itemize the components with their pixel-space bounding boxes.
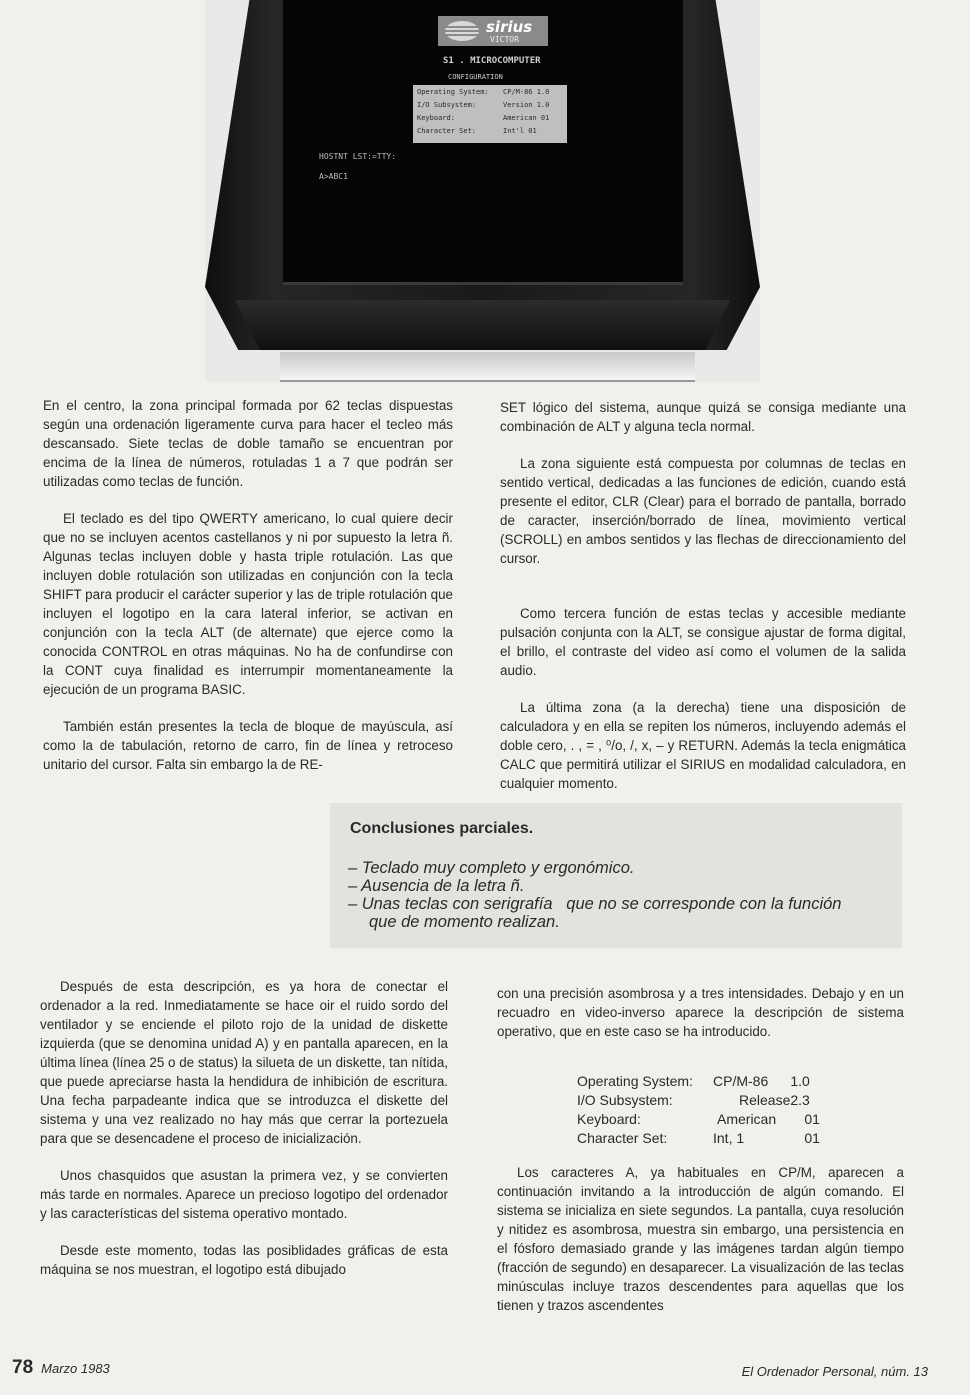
column-left-top [43,396,453,792]
table-cell: 01 [804,1130,820,1146]
paragraph: con una precisión asombrosa y a tres intensidades. Debajo y en un recuadro en video-inverso aparece la descripción de sistema operativo, que en este caso se ha introducido. [497,986,904,1039]
disk-logo-icon [442,18,482,44]
paragraph: El teclado es del tipo QWERTY americano, lo cual quiere decir que no se incluyen acentos castellanos y ni por supuesto la letra ñ. Algunas teclas incluyen doble y hasta triple rotulación. Las que incluyen doble rotulación son utilizadas en conjunción con la tecla SHIFT para producir el carácter superior y las de triple rotulación que incluyen el logotipo en la cara lateral inferior, se activan en conjunción con la tecla ALT (de alternate) que ejerce como la conocida CONTROL en otras máquinas. No ha de confundirse con la CONT cuya finalidad es interrumpir momentaneamente la ejecución de un programa BASIC. [43,511,453,697]
config-row [417,114,549,122]
footer-left [12,1357,110,1379]
table-cell: I/O Subsystem: [577,1092,673,1108]
table-cell: American [717,1111,777,1127]
monitor-stand [280,352,695,382]
table-row [577,1072,820,1091]
table-cell: Release [739,1092,791,1108]
conclusion-text: – Ausencia de la letra ñ. [348,877,525,895]
logo-word: sirius [486,18,533,36]
table-cell: Operating System: [577,1073,693,1089]
config-value: Int'l 01 [503,127,537,135]
screen-prompt: A>ABC1 [319,172,348,181]
screen-prompt: HOSTNT LST:=TTY: [319,152,397,161]
monitor-bezel [235,300,730,350]
page-number: 78 [12,1357,34,1378]
config-heading: CONFIGURATION [448,73,503,81]
conclusion-text: – Teclado muy completo y ergonómico. [348,859,635,877]
config-label: Keyboard: [417,114,455,122]
conclusion-item [348,895,841,931]
table-cell: 01 [804,1111,820,1127]
config-row [417,101,549,109]
column-right-bottom [497,984,904,1059]
monitor-photo [205,0,760,382]
conclusions-box [330,803,902,948]
sirius-logo [438,16,548,46]
table-cell: CP/M-86 [713,1073,769,1089]
conclusion-text: – Unas teclas con serigrafía que no se corresponde con la función [348,895,842,913]
table-cell: 2.3 [790,1092,810,1108]
config-table [577,1072,820,1148]
config-value: CP/M-86 1.0 [503,88,550,96]
config-box [413,85,567,143]
paragraph: Desde este momento, todas las posiblidades gráficas de esta máquina se nos muestran, el logotipo está dibujado [40,1243,448,1277]
conclusion-item [348,877,524,895]
paragraph: SET lógico del sistema, aunque quizá se consiga mediante una combinación de ALT y alguna tecla normal. [500,400,906,434]
paragraph: Como tercera función de estas teclas y accesible mediante pulsación conjunta con la ALT, se consigue ajustar de forma digital, el brillo, el contraste del video así como el volumen de la salida audio. [500,606,906,678]
table-row [577,1091,820,1110]
config-value: Version 1.0 [503,101,550,109]
table-row [577,1110,820,1129]
column-right-bottom-end [497,1163,904,1333]
paragraph: La zona siguiente está compuesta por columnas de teclas en sentido vertical, dedicadas a las funciones de edición, cuando está presente el editor, CLR (Clear) para el borrado de pantalla, borrado de caracter, inserción/borrado de línea, movimiento vertical (SCROLL) en ambos sentidos y las flechas de direccionamiento del cursor. [500,456,906,566]
config-value: American 01 [503,114,550,122]
config-label: Character Set: [417,127,477,135]
screen-title: S1 . MICROCOMPUTER [443,56,541,66]
conclusion-item [348,859,634,877]
config-label: I/O Subsystem: [417,101,477,109]
monitor-screen [283,0,683,285]
config-label: Operating System: [417,88,489,96]
column-left-bottom [40,977,448,1297]
table-cell: Keyboard: [577,1111,641,1127]
table-cell: Character Set: [577,1130,668,1146]
issue-date: Marzo 1983 [41,1361,110,1376]
paragraph: En el centro, la zona principal formada por 62 teclas dispuestas según una ordenación ligeramente curva para hacer el tecleo más descansado. Siete teclas de doble tamaño se encuentran por encima de la línea de números, rotuladas 1 a 7 que podrán ser utilizadas como teclas de función. [43,398,453,489]
table-cell: Int, 1 [713,1130,745,1146]
conclusion-text-cont: que de momento realizan. [369,913,560,931]
paragraph: Los caracteres A, ya habituales en CP/M, aparecen a continuación invitando a la introducción de algún comando. El sistema se inicializa en siete segundos. La pantalla, cuya resolución y nitidez es asombrosa, muestra sin embargo, una persistencia en el fósforo demasiado grande y las imágenes tardan algún tiempo (fracción de segundo) en desaparecer. La visualización de las teclas minúsculas incluye trazos descendentes para aquellas que los tienen y trazos ascendentes [497,1165,904,1313]
paragraph: La última zona (a la derecha) tiene una disposición de calculadora y en ella se repiten los números, incluyendo además el doble cero, . , = , ⁰/o, /, x, – y RETURN. Además la tecla enigmática CALC que permitirá utilizar el SIRIUS en modalidad calculadora, en cualquier momento. [500,700,906,791]
table-row [577,1129,820,1148]
column-right-top [500,398,906,811]
conclusions-title: Conclusiones parciales. [350,820,534,837]
config-row [417,127,537,135]
logo-sub: VICTOR [490,35,519,44]
publication-name: El Ordenador Personal, núm. 13 [741,1364,928,1379]
paragraph: Unos chasquidos que asustan la primera vez, y se convierten más tarde en normales. Aparece un precioso logotipo del ordenador y las características del sistema operativo montado. [40,1168,448,1221]
paragraph: Después de esta descripción, es ya hora de conectar el ordenador a la red. Inmediatamente se hace oir el ruido sordo del ventilador y se enciende el piloto rojo de la unidad de diskette izquierda (que se denomina unidad A) y en pantalla aparecen, en la última línea (línea 25 o de status) la silueta de un diskette, tan nítida, que puede apreciarse hasta la hendidura de inhibición de escritura. Una fecha parpadeante indica que se introduzca el diskette del sistema y una vez realizado no hay más que cerrar la portezuela para que se desencadene el proceso de inicialización. [40,979,448,1146]
table-cell: 1.0 [790,1073,810,1089]
config-row [417,88,549,96]
paragraph: También están presentes la tecla de bloque de mayúscula, así como la de tabulación, retorno de carro, fin de línea y retroceso unitario del cursor. Falta sin embargo la de RE- [43,719,453,772]
